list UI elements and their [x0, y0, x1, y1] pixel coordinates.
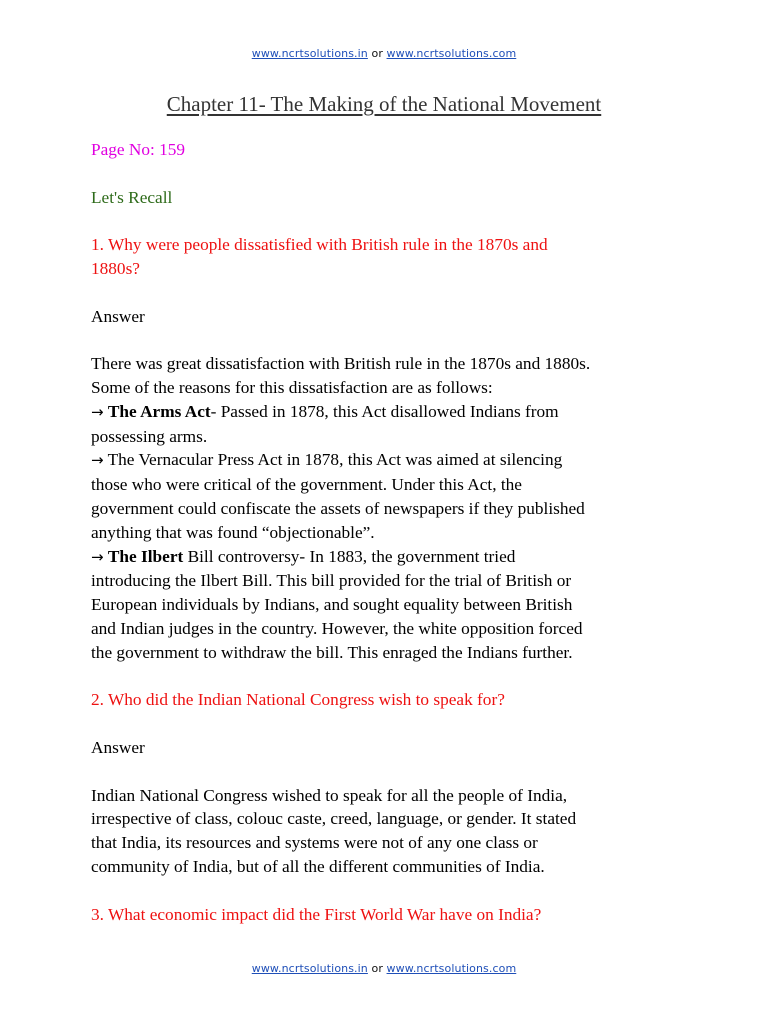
answer-1-intro-line-2: Some of the reasons for this dissatisfaction are as follows: — [91, 377, 493, 397]
answer-1-point-3-line-2: introducing the Ilbert Bill. This bill provided for the trial of British or — [91, 571, 572, 591]
answer-2-line-3: that India, its resources and systems were not of any one class or — [91, 833, 538, 853]
answer-1-point-2-line-3: government could confiscate the assets of newspapers if they published — [91, 498, 585, 518]
point-2-line-1: The Vernacular Press Act in 1878, this Act was aimed at silencing — [107, 450, 563, 470]
answer-1-point-1-line-2: possessing arms. — [91, 426, 208, 446]
question-1-line-2: 1880s? — [91, 258, 140, 278]
footer-link-com[interactable]: www.ncrtsolutions.com — [386, 962, 517, 975]
answer-1-point-3-line-4: and Indian judges in the country. However, the white opposition forced — [91, 618, 583, 638]
answer-1-point-2-line-4 — [91, 521, 691, 545]
arrow-icon: → — [91, 547, 104, 566]
answer-1-point-3 — [91, 545, 691, 570]
footer-link-in[interactable]: www.ncrtsolutions.in — [251, 962, 368, 975]
footer-separator: or — [367, 962, 387, 975]
answer-1-point-2 — [91, 448, 691, 473]
answer-2-line-2: irrespective of class, colouc caste, creed, language, or gender. It stated — [91, 809, 577, 829]
point-1-term: The Arms Act — [107, 401, 211, 421]
chapter-title: Chapter 11- The Making of the National Movement — [166, 92, 602, 116]
answer-1-point-3-line-5: the government to withdraw the bill. This enraged the Indians further. — [91, 642, 573, 662]
footer-links — [0, 962, 768, 975]
answer-2-line-4: community of India, but of all the different communities of India. — [91, 856, 545, 876]
header-separator: or — [367, 47, 387, 60]
point-3-term: The Ilbert — [107, 546, 184, 566]
header-link-com[interactable]: www.ncrtsolutions.com — [386, 47, 517, 60]
question-1-line-1: 1. Why were people dissatisfied with British rule in the 1870s and — [91, 235, 548, 255]
question-3: 3. What economic impact did the First World War have on India? — [91, 904, 542, 924]
section-heading: Let's Recall — [91, 187, 173, 207]
arrow-icon: → — [91, 402, 104, 421]
header-links — [0, 47, 768, 60]
answer-1-intro-line-1: There was great dissatisfaction with British rule in the 1870s and 1880s. — [91, 354, 591, 374]
document-body — [91, 138, 691, 926]
answer-1-label: Answer — [91, 306, 145, 326]
answer-2-line-1: Indian National Congress wished to speak for all the people of India, — [91, 785, 568, 805]
arrow-icon: → — [91, 451, 104, 470]
point-2-end: . — [370, 522, 375, 542]
page-number: Page No: 159 — [91, 140, 186, 159]
header-link-in[interactable]: www.ncrtsolutions.in — [251, 47, 368, 60]
answer-1-point-1 — [91, 400, 691, 425]
answer-2-label: Answer — [91, 737, 145, 757]
point-1-text: - Passed in 1878, this Act disallowed Indians from — [210, 401, 559, 421]
point-2-objectionable: anything that was found “objectionable” — [91, 522, 371, 542]
point-3-text: Bill controversy- In 1883, the government tried — [183, 546, 516, 566]
answer-1-point-2-line-2: those who were critical of the government. Under this Act, the — [91, 475, 522, 495]
answer-1-point-3-line-3: European individuals by Indians, and sought equality between British — [91, 595, 573, 615]
question-2: 2. Who did the Indian National Congress wish to speak for? — [91, 690, 505, 710]
